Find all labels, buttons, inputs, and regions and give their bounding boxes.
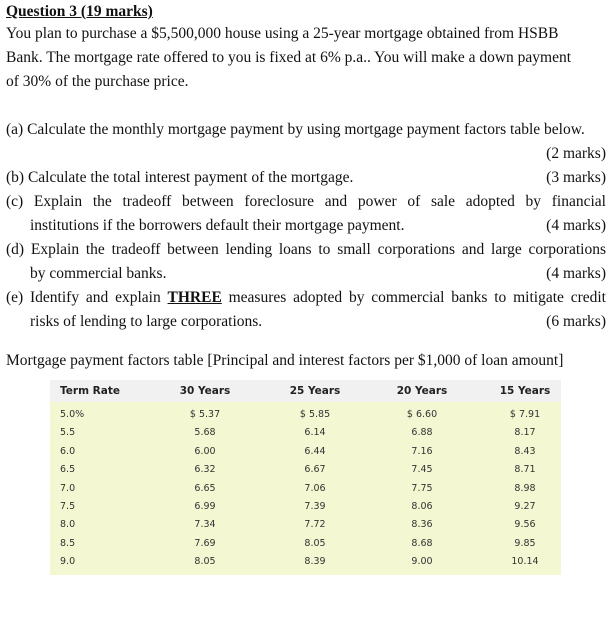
question-d: [6, 238, 606, 286]
table-cell-factor: 7.75: [411, 482, 433, 494]
table-row: [50, 535, 561, 553]
intro-line: Bank. The mortgage rate offered to you is fixed at 6% p.a.. You will make a down payment: [6, 49, 572, 66]
table-cell-factor: 6.65: [194, 482, 216, 494]
table-cell-rate: 9.0: [60, 556, 76, 568]
question-b: [6, 166, 606, 190]
question-b-marks: (3 marks): [546, 169, 606, 186]
question-d-text: (d) Explain the tradeoff between lending loans to small corporations and large corporations: [6, 241, 606, 258]
table-cell-factor: 6.00: [194, 445, 216, 457]
table-cell-factor: 6.14: [304, 427, 326, 439]
question-a: [6, 118, 606, 166]
question-e-text: [6, 286, 606, 310]
table-cell-factor: 10.14: [511, 556, 539, 568]
question-a-text: (a) Calculate the monthly mortgage payment by using mortgage payment factors table below.: [6, 121, 585, 138]
table-cell-factor: 9.00: [411, 556, 433, 568]
table-cell-rate: 8.5: [60, 537, 76, 549]
table-cell-factor: 7.16: [411, 445, 433, 457]
question-c-text: (c) Explain the tradeoff between foreclosure and power of sale adopted by financial: [6, 193, 606, 210]
table-body: [50, 402, 561, 575]
table-row: [50, 516, 561, 534]
table-header: [50, 380, 561, 402]
question-d-line2: by commercial banks.: [30, 265, 167, 282]
table-cell-factor: 6.32: [194, 464, 216, 476]
question-c-line2: institutions if the borrowers default their mortgage payment.: [30, 217, 405, 234]
table-cell-factor: 8.39: [304, 556, 326, 568]
header-15-years: 15 Years: [499, 385, 551, 397]
table-cell-rate: 6.5: [60, 464, 76, 476]
table-cell-factor: 8.36: [411, 519, 433, 531]
table-cell-rate: 7.5: [60, 501, 76, 512]
table-cell-factor: 8.71: [514, 464, 536, 476]
table-cell-factor: 8.98: [514, 482, 536, 494]
question-c-text-cont: [6, 214, 606, 238]
table-cell-factor: 8.05: [304, 537, 326, 549]
table-cell-factor: 7.72: [304, 519, 326, 531]
table-cell-factor: 9.85: [514, 537, 536, 549]
question-d-text-cont: [6, 262, 606, 286]
table-cell-rate: 8.0: [60, 519, 76, 531]
table-cell-rate: 6.0: [60, 445, 76, 457]
question-b-text: (b) Calculate the total interest payment of the mortgage.: [6, 169, 354, 186]
question-e-emphasis: THREE: [167, 289, 222, 306]
table-cell-factor: 8.68: [411, 537, 433, 549]
header-30-years: 30 Years: [179, 385, 231, 397]
table-row: [50, 443, 561, 461]
question-e-post: measures adopted by commercial banks to mitigate credit: [221, 289, 606, 306]
table-row: [50, 461, 561, 479]
question-d-marks: (4 marks): [546, 265, 606, 282]
table-cell-factor: 6.99: [194, 501, 216, 512]
question-e-pre: (e) Identify and explain: [6, 289, 168, 306]
intro-line: of 30% of the purchase price.: [6, 73, 189, 90]
table-cell-factor: 9.56: [514, 519, 536, 531]
table-cell-factor: 6.67: [304, 464, 326, 476]
table-cell-factor: 8.17: [514, 427, 536, 439]
question-c-marks: (4 marks): [546, 217, 606, 234]
mortgage-factors-table: [50, 380, 561, 575]
question-e-text-cont: [6, 310, 606, 334]
table-cell-factor: 9.27: [514, 501, 536, 512]
table-row: [50, 424, 561, 442]
question-e-line2: risks of lending to large corporations.: [30, 313, 263, 330]
question-e-marks: (6 marks): [546, 313, 606, 330]
table-cell-rate: 5.5: [60, 427, 76, 439]
intro-paragraph: [6, 22, 606, 94]
table-row: [50, 480, 561, 498]
table-cell-factor: 6.44: [304, 445, 326, 457]
question-a-marks: (2 marks): [546, 145, 606, 162]
table-cell-factor: 6.88: [411, 427, 433, 439]
table-cell-factor: $ 5.37: [189, 409, 221, 420]
table-cell-rate: 5.0%: [60, 409, 85, 420]
table-cell-factor: 7.39: [304, 501, 326, 512]
table-cell-factor: 8.43: [514, 445, 536, 457]
question-e: [6, 286, 606, 334]
table-cell-factor: 8.06: [411, 501, 433, 512]
header-25-years: 25 Years: [289, 385, 341, 397]
table-row: [50, 406, 561, 424]
header-term-rate: Term Rate: [60, 385, 120, 397]
question-title: Question 3 (19 marks): [6, 3, 153, 20]
table-cell-factor: 7.45: [411, 464, 433, 476]
table-cell-factor: 7.69: [194, 537, 216, 549]
table-cell-factor: 7.34: [194, 519, 216, 531]
table-row: [50, 553, 561, 571]
table-cell-factor: 7.06: [304, 482, 326, 494]
table-cell-factor: 5.68: [194, 427, 216, 439]
table-cell-factor: 8.05: [194, 556, 216, 568]
table-row: [50, 498, 561, 516]
table-caption: Mortgage payment factors table [Principal and interest factors per $1,000 of loan amount]: [6, 352, 564, 369]
header-20-years: 20 Years: [396, 385, 448, 397]
table-cell-factor: $ 5.85: [299, 409, 331, 420]
table-cell-factor: $ 6.60: [406, 409, 438, 420]
table-cell-rate: 7.0: [60, 482, 76, 494]
question-c: [6, 190, 606, 238]
table-cell-factor: $ 7.91: [509, 409, 541, 420]
intro-line: You plan to purchase a $5,500,000 house using a 25-year mortgage obtained from HSBB: [6, 25, 559, 42]
